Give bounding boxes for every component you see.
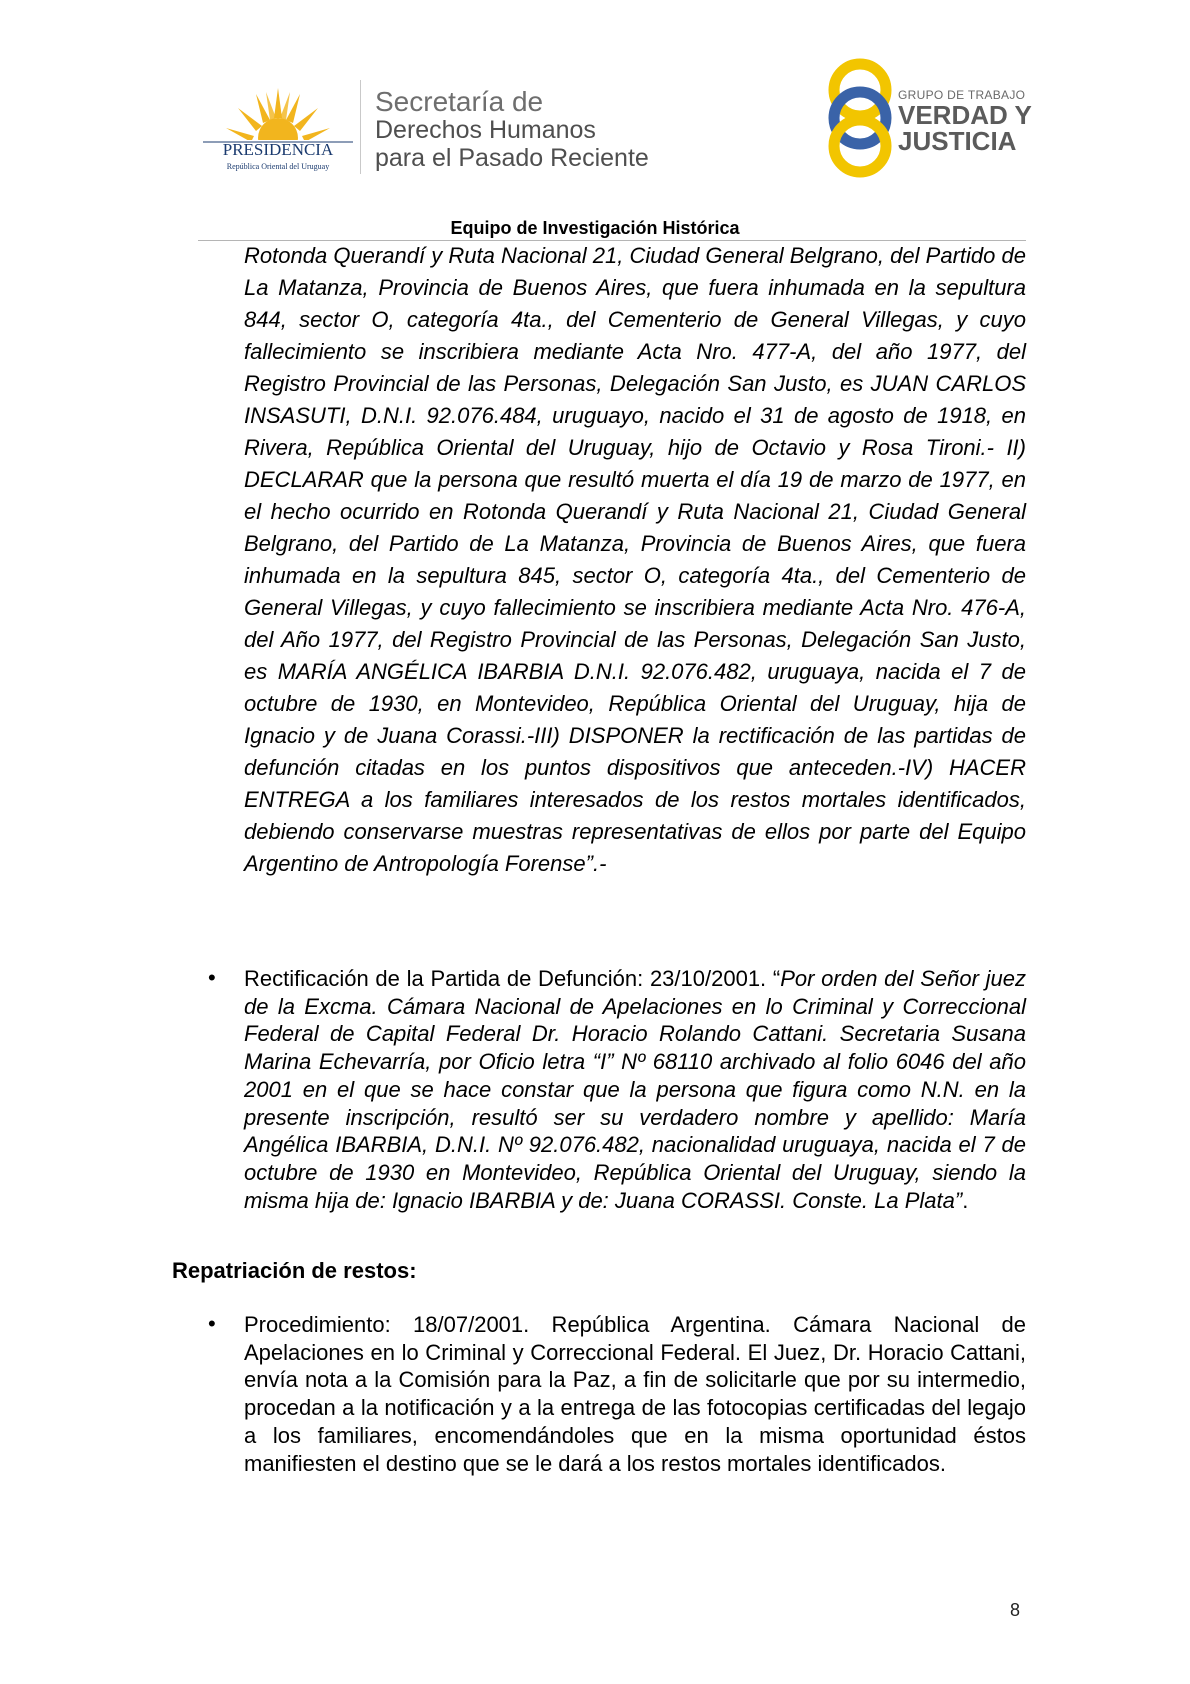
page-number: 8 [1010, 1600, 1021, 1620]
vj-group-label: GRUPO DE TRABAJO [898, 88, 1026, 102]
linked-rings-icon [820, 56, 900, 180]
header-divider [360, 80, 361, 174]
rectificacion-quote: Por orden del Señor juez de la Excma. Cámara Nacional de Apelaciones en lo Criminal y Correccional Federal de Capital Federal Dr. Horacio Rolando Cattani. Secretaria Susana Marina Echevarría, por Oficio letra “I” Nº 68110 archivado al folio 6046 del año 2001 en el que se hace constar que la persona que figura como N.N. en la presente inscripción, resultó ser su verdadero nombre y apellido: María Angélica IBARBIA, D.N.I. Nº 92.076.482, nacionalidad uruguaya, nacida el 7 de octubre de 1930 en Montevideo, República Oriental del Uruguay, siendo la misma hija de: Ignacio IBARBIA y de: Juana CORASSI. Conste. La Plata” [244, 966, 1027, 1213]
vj-line-2: JUSTICIA [898, 126, 1017, 156]
verdad-justicia-text [898, 88, 1032, 154]
presidencia-label: PRESIDENCIA [222, 140, 334, 159]
bullet-marker: • [208, 1311, 216, 1336]
presidencia-sublabel: República Oriental del Uruguay [226, 162, 330, 171]
rectificacion-tail: . [962, 1187, 969, 1213]
secretaria-line-3: para el Pasado Reciente [375, 144, 649, 172]
secretaria-title [375, 88, 649, 172]
rectificacion-lead: Rectificación de la Partida de Defunción: 23/10/2001. “ [244, 966, 781, 991]
secretaria-line-2: Derechos Humanos [375, 116, 596, 144]
bullet-marker: • [208, 965, 216, 990]
secretaria-line-1: Secretaría de [375, 86, 544, 117]
vj-line-1: VERDAD Y [898, 100, 1032, 130]
team-heading: Equipo de Investigación Histórica [450, 218, 740, 238]
presidencia-logo [198, 78, 358, 178]
resolution-paragraph: Rotonda Querandí y Ruta Nacional 21, Ciudad General Belgrano, del Partido de La Matanza, Provincia de Buenos Aires, que fuera inhumada en la sepultura 844, sector O, categoría 4ta., del Cementerio de General Villegas, y cuyo fallecimiento se inscribiera mediante Acta Nro. 477-A, del año 1977, del Registro Provincial de las Personas, Delegación San Justo, es JUAN CARLOS INSASUTI, D.N.I. 92.076.484, uruguayo, nacido el 31 de agosto de 1918, en Rivera, República Oriental del Uruguay, hijo de Octavio y Rosa Tironi.- II) DECLARAR que la persona que resultó muerta el día 19 de marzo de 1977, en el hecho ocurrido en Rotonda Querandí y Ruta Nacional 21, Ciudad General Belgrano, del Partido de La Matanza, Provincia de Buenos Aires, que fuera inhumada en la sepultura 845, sector O, categoría 4ta., del Cementerio de General Villegas, y cuyo fallecimiento se inscribiera mediante Acta Nro. 476-A, del Año 1977, del Registro Provincial de las Personas, Delegación San Justo, es MARÍA ANGÉLICA IBARBIA D.N.I. 92.076.482, uruguaya, nacida el 7 de octubre de 1930, en Montevideo, República Oriental del Uruguay, hija de Ignacio y de Juana Corassi.-III) DISPONER la rectificación de las partidas de defunción citadas en los puntos dispositivos que anteceden.-IV) HACER ENTREGA a los familiares interesados de los restos mortales identificados, debiendo conservarse muestras representativas de ellos por parte del Equipo Argentino de Antropología Forense”.- [244, 243, 1026, 876]
section-title-repatriacion: Repatriación de restos: [172, 1258, 417, 1283]
verdad-justicia-logo [820, 56, 900, 180]
list-item-procedimiento: Procedimiento: 18/07/2001. República Argentina. Cámara Nacional de Apelaciones en lo Criminal y Correccional Federal. El Juez, Dr. Horacio Cattani, envía nota a la Comisión para la Paz, a fin de solicitarle que por su intermedio, procedan a la notificación y a la entrega de las fotocopias certificadas del legajo a los familiares, encomendándoles que en la misma oportunidad éstos manifiesten el destino que se le dará a los restos mortales identificados. [244, 1312, 1026, 1476]
list-item-rectificacion [244, 965, 1026, 1214]
